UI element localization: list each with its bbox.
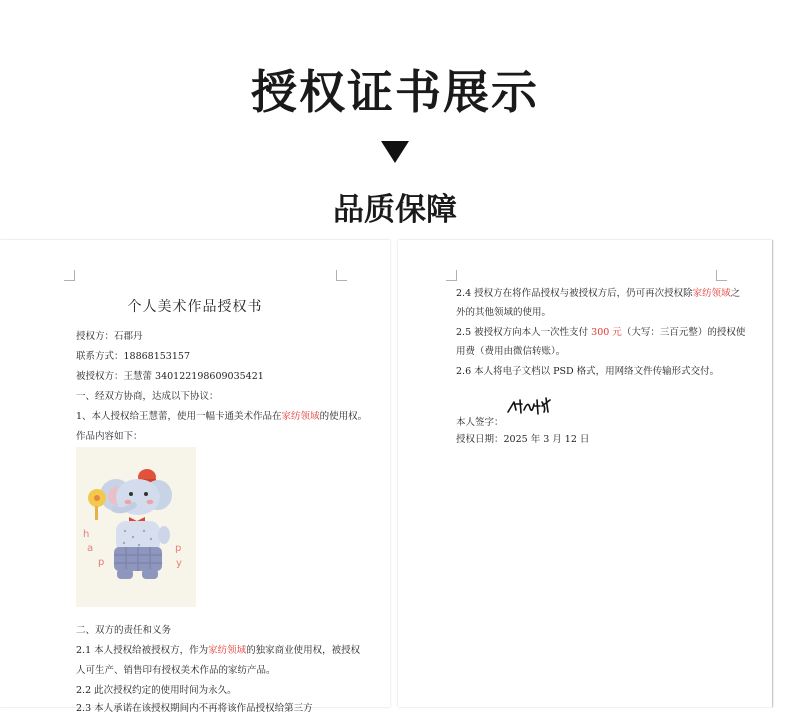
clause-2-5 — [456, 327, 745, 339]
highlight-text: 家纺领域 — [208, 645, 247, 656]
clause-2-2: 2.2 此次授权约定的使用时间为永久。 — [76, 685, 237, 696]
highlight-text: 家纺领域 — [692, 288, 731, 299]
contact-line: 联系方式：18868153157 — [76, 351, 190, 362]
clause-text: 之 — [730, 288, 741, 299]
section-2-heading: 二、双方的责任和义务 — [76, 625, 172, 636]
clause-text: 2.4 授权方在将作品授权与被授权方后，仍可再次授权除 — [456, 288, 693, 299]
clause-2-5-cont: 用费（费用由微信转账）。 — [456, 346, 566, 357]
happy-letter: h — [83, 529, 90, 540]
document-page-right — [398, 240, 773, 707]
clause-2-1 — [76, 645, 360, 657]
margin-corner-mark — [446, 270, 457, 281]
clause-text: 2.1 本人授权给被授权方，作为 — [76, 645, 209, 656]
clause-text: 1、本人授权给王慧蕾，使用一幅卡通美术作品在 — [76, 411, 282, 422]
authorization-date: 授权日期：2025 年 3 月 12 日 — [456, 434, 590, 445]
highlight-text: 300 元 — [591, 327, 622, 338]
margin-corner-mark — [716, 270, 727, 281]
happy-letter: a — [87, 543, 94, 554]
clause-text: （大写：三百元整）的授权使 — [621, 327, 746, 338]
clause-text: 的使用权。 — [319, 411, 368, 422]
happy-letter: p — [98, 557, 105, 568]
artwork-intro: 作品内容如下： — [76, 431, 143, 442]
clause-text: 的独家商业使用权，被授权 — [246, 645, 361, 656]
artwork-image — [76, 447, 196, 607]
elephant-illustration — [76, 447, 196, 607]
clause-2-6: 2.6 本人将电子文档以 PSD 格式，用网络文件传输形式交付。 — [456, 366, 720, 377]
handwritten-signature — [506, 396, 554, 416]
document-title: 个人美术作品授权书 — [127, 299, 263, 315]
page-title: 授权证书展示 — [251, 65, 539, 119]
signature-label: 本人签字： — [456, 417, 504, 428]
down-arrow-icon — [381, 141, 409, 163]
happy-letter: y — [176, 558, 182, 569]
happy-letter: p — [175, 543, 182, 554]
grantor-line: 授权方：石郡丹 — [76, 331, 143, 342]
document-page-left — [0, 240, 390, 714]
agreement-heading: 一、经双方协商，达成以下协议： — [76, 391, 219, 402]
margin-corner-mark — [336, 270, 347, 281]
page-subtitle: 品质保障 — [333, 192, 457, 228]
clause-text: 2.5 被授权方向本人一次性支付 — [456, 327, 592, 338]
clause-2-3: 2.3 本人承诺在该授权期间内不再将该作品授权给第三方 — [76, 703, 313, 714]
clause-1 — [76, 411, 367, 423]
highlight-text: 家纺领域 — [281, 411, 320, 422]
clause-2-1-cont: 人可生产、销售印有授权美术作品的家纺产品。 — [76, 665, 276, 676]
grantee-line: 被授权方：王慧蕾 340122198609035421 — [76, 371, 264, 382]
margin-corner-mark — [64, 270, 75, 281]
clause-2-4-cont: 外的其他领域的使用。 — [456, 307, 552, 318]
clause-2-4 — [456, 288, 740, 300]
